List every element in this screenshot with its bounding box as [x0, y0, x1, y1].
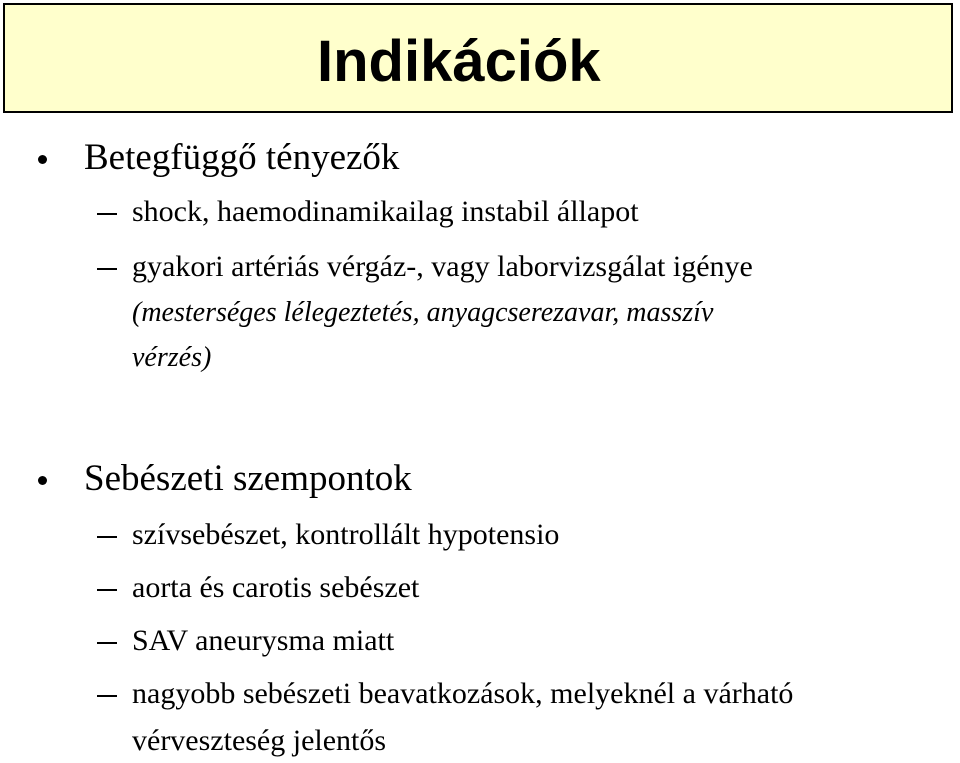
dash-icon	[97, 213, 117, 215]
list-item: SAV aneurysma miatt	[132, 624, 395, 657]
list-item-continuation: vérveszteség jelentős	[132, 724, 387, 757]
list-item-note: vérzés)	[132, 342, 212, 373]
list-item: aorta és carotis sebészet	[132, 571, 420, 604]
dash-icon	[97, 695, 117, 697]
bullet-icon	[38, 476, 47, 485]
title-box	[3, 3, 953, 113]
list-item: shock, haemodinamikailag instabil állapot	[132, 195, 639, 228]
section-heading-surgical-aspects: Sebészeti szempontok	[84, 458, 412, 499]
slide-title: Indikációk	[317, 29, 601, 94]
section-heading-patient-factors: Betegfüggő tényezők	[84, 137, 400, 178]
list-item: szívsebészet, kontrollált hypotensio	[132, 518, 560, 551]
bullet-icon	[38, 155, 47, 164]
dash-icon	[97, 589, 117, 591]
list-item: gyakori artériás vérgáz-, vagy laborvizsgálat igénye	[132, 250, 753, 283]
dash-icon	[97, 536, 117, 538]
dash-icon	[97, 642, 117, 644]
list-item: nagyobb sebészeti beavatkozások, melyeknél a várható	[132, 677, 794, 710]
list-item-note: (mesterséges lélegeztetés, anyagcserezavar, masszív	[132, 297, 714, 328]
dash-icon	[97, 268, 117, 270]
